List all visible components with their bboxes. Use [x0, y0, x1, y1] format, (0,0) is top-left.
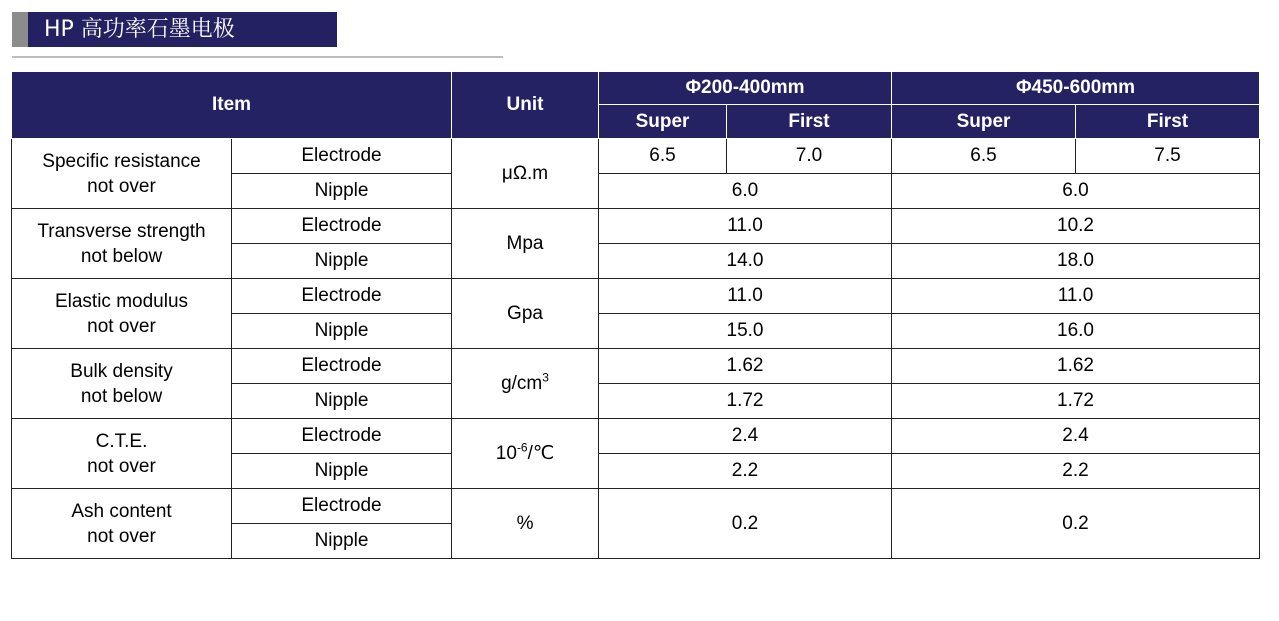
sublabel-electrode: Electrode	[232, 349, 452, 384]
item-cell	[12, 279, 232, 349]
unit-cell: %	[452, 489, 599, 559]
item-cell	[12, 489, 232, 559]
header-grade: Super	[892, 105, 1076, 139]
value-cell: 0.2	[599, 489, 892, 559]
header-group-1: Φ200-400mm	[599, 72, 892, 105]
value-cell: 1.72	[599, 384, 892, 419]
title-accent-block	[12, 12, 28, 47]
value-cell: 1.72	[892, 384, 1260, 419]
value-cell: 10.2	[892, 209, 1260, 244]
section-title: HP 高功率石墨电极	[28, 12, 337, 47]
header-grade: Super	[599, 105, 727, 139]
item-name: Specific resistance	[42, 150, 201, 172]
section-title-bar	[12, 12, 337, 47]
item-condition: not over	[87, 315, 156, 337]
value-cell: 16.0	[892, 314, 1260, 349]
value-cell: 15.0	[599, 314, 892, 349]
table-row	[12, 279, 1260, 314]
item-name: Bulk density	[70, 360, 173, 382]
value-cell: 1.62	[599, 349, 892, 384]
value-cell: 11.0	[599, 279, 892, 314]
sublabel-electrode: Electrode	[232, 209, 452, 244]
item-condition: not below	[80, 385, 163, 407]
header-grade: First	[1076, 105, 1260, 139]
unit-cell: Mpa	[452, 209, 599, 279]
value-cell: 6.0	[892, 174, 1260, 209]
unit-cell: Gpa	[452, 279, 599, 349]
value-cell: 14.0	[599, 244, 892, 279]
value-cell: 2.2	[599, 454, 892, 489]
table-row	[12, 489, 1260, 524]
table-row	[12, 139, 1260, 174]
value-cell: 11.0	[599, 209, 892, 244]
table-row	[12, 209, 1260, 244]
unit-cell: $g/cm^3$	[452, 349, 599, 419]
sublabel-electrode: Electrode	[232, 489, 452, 524]
table-row	[12, 419, 1260, 454]
item-condition: not over	[87, 455, 156, 477]
value-cell: 0.2	[892, 489, 1260, 559]
sublabel-nipple: Nipple	[232, 174, 452, 209]
item-cell	[12, 349, 232, 419]
title-divider	[12, 56, 503, 58]
item-name: Ash content	[71, 500, 172, 522]
header-unit: Unit	[452, 72, 599, 139]
item-cell	[12, 139, 232, 209]
value-cell: 7.0	[727, 139, 892, 174]
value-cell: 18.0	[892, 244, 1260, 279]
value-cell: 2.2	[892, 454, 1260, 489]
item-name: C.T.E.	[95, 430, 148, 452]
item-condition: not below	[80, 245, 163, 267]
sublabel-nipple: Nipple	[232, 384, 452, 419]
header-item: Item	[12, 72, 452, 139]
value-cell: 2.4	[892, 419, 1260, 454]
item-name: Elastic modulus	[54, 290, 189, 312]
value-cell: 1.62	[892, 349, 1260, 384]
sublabel-electrode: Electrode	[232, 419, 452, 454]
header-grade: First	[727, 105, 892, 139]
sublabel-nipple: Nipple	[232, 454, 452, 489]
item-condition: not over	[87, 525, 156, 547]
sublabel-nipple: Nipple	[232, 524, 452, 559]
value-cell: 6.5	[892, 139, 1076, 174]
item-condition: not over	[87, 175, 156, 197]
unit-cell: $10^{-6}/℃$	[452, 419, 599, 489]
value-cell: 7.5	[1076, 139, 1260, 174]
sublabel-electrode: Electrode	[232, 139, 452, 174]
item-cell	[12, 209, 232, 279]
table-row	[12, 349, 1260, 384]
sublabel-nipple: Nipple	[232, 314, 452, 349]
value-cell: 2.4	[599, 419, 892, 454]
header-row	[12, 72, 1260, 105]
value-cell: 11.0	[892, 279, 1260, 314]
sublabel-nipple: Nipple	[232, 244, 452, 279]
header-group-2: Φ450-600mm	[892, 72, 1260, 105]
value-cell: 6.0	[599, 174, 892, 209]
unit-cell: μΩ.m	[452, 139, 599, 209]
item-name: Transverse strength	[37, 220, 206, 242]
value-cell: 6.5	[599, 139, 727, 174]
spec-table	[11, 71, 1260, 559]
sublabel-electrode: Electrode	[232, 279, 452, 314]
item-cell	[12, 419, 232, 489]
